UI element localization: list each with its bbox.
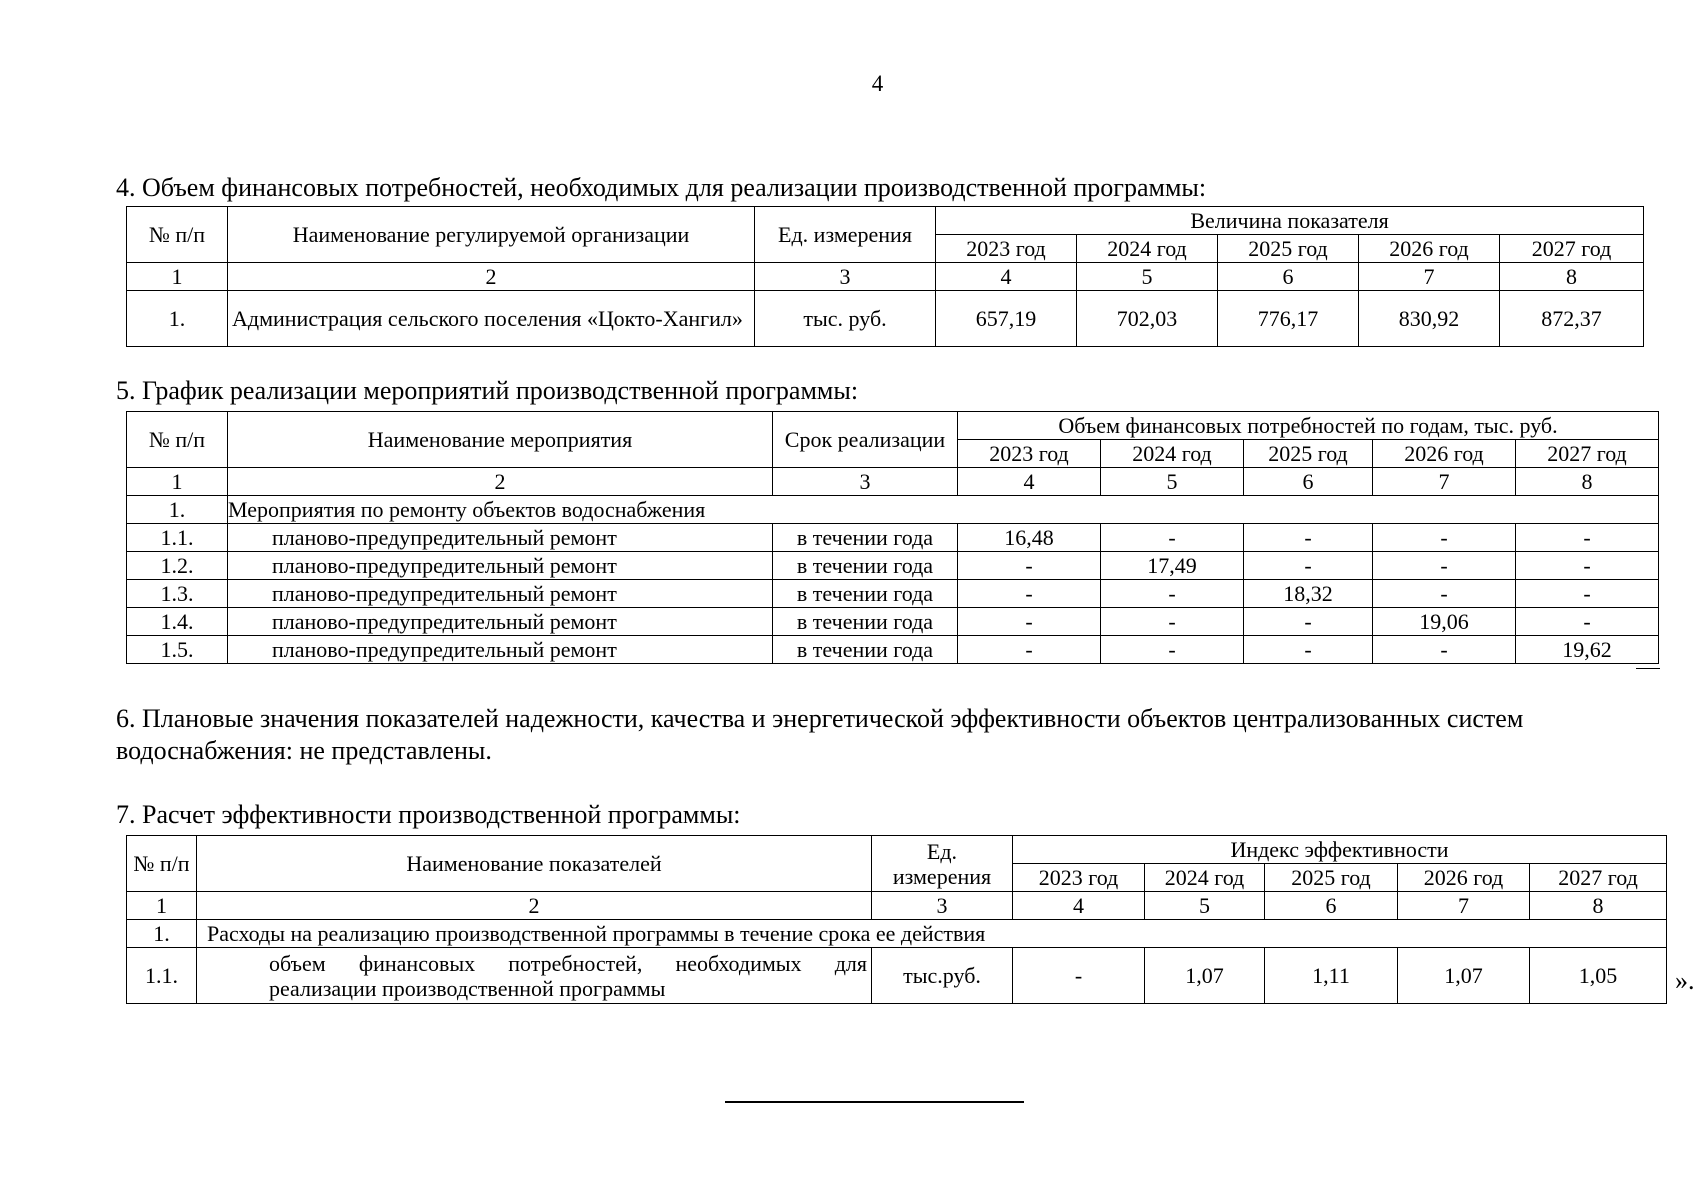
term-cell: в течении года [773,580,958,608]
value-cell: - [1373,636,1516,664]
activity-name-cell: планово-предупредительный ремонт [228,552,773,580]
header-year: 2024 год [1077,235,1218,263]
value-cell: 1,11 [1265,948,1398,1004]
org-name-cell: Администрация сельского поселения «Цокто-Хангил» [228,291,755,347]
value-cell: - [1516,580,1659,608]
unit-cell: тыс. руб. [755,291,936,347]
row-num: 1.1. [127,948,197,1004]
column-number: 6 [1265,892,1398,920]
column-number: 5 [1145,892,1265,920]
value-cell: - [958,608,1101,636]
closing-quote-mark: ». [1675,966,1695,995]
term-cell: в течении года [773,636,958,664]
value-cell: 872,37 [1500,291,1644,347]
group-row-num: 1. [127,920,197,948]
value-cell: 1,05 [1530,948,1667,1004]
column-number: 4 [1013,892,1145,920]
header-value-group: Величина показателя [936,207,1644,235]
header-year: 2027 год [1530,864,1667,892]
header-num: № п/п [127,207,228,263]
value-cell: 830,92 [1359,291,1500,347]
value-cell: - [1373,524,1516,552]
column-number: 3 [755,263,936,291]
row-num: 1.3. [127,580,228,608]
column-number: 6 [1218,263,1359,291]
column-number: 3 [773,468,958,496]
header-year: 2024 год [1101,440,1244,468]
term-cell: в течении года [773,524,958,552]
column-number: 2 [228,468,773,496]
value-cell: - [1516,552,1659,580]
header-year: 2024 год [1145,864,1265,892]
column-number: 2 [228,263,755,291]
header-year: 2025 год [1218,235,1359,263]
value-cell: - [1516,608,1659,636]
header-year: 2025 год [1265,864,1398,892]
section-5-heading: 5. График реализации мероприятий производственной программы: [116,376,859,405]
header-year: 2026 год [1373,440,1516,468]
column-number: 7 [1359,263,1500,291]
value-cell: - [1101,608,1244,636]
row-num: 1.4. [127,608,228,636]
column-number: 1 [127,468,228,496]
column-number: 4 [958,468,1101,496]
header-org-name: Наименование регулируемой организации [228,207,755,263]
header-year: 2025 год [1244,440,1373,468]
efficiency-table [126,835,1667,1004]
row-num: 1. [127,291,228,347]
column-number: 7 [1373,468,1516,496]
column-number: 8 [1500,263,1644,291]
header-term: Срок реализации [773,412,958,468]
row-num: 1.1. [127,524,228,552]
value-cell: 16,48 [958,524,1101,552]
value-cell: - [1244,552,1373,580]
group-row-title: Мероприятия по ремонту объектов водоснабжения [228,496,1659,524]
activity-name-cell: планово-предупредительный ремонт [228,636,773,664]
column-number: 8 [1516,468,1659,496]
column-number: 4 [936,263,1077,291]
row-num: 1.5. [127,636,228,664]
indicator-name-cell: объем финансовых потребностей, необходимых для реализации производственной программы [197,948,872,1004]
column-number: 5 [1101,468,1244,496]
value-cell: - [1373,580,1516,608]
header-year: 2027 год [1516,440,1659,468]
column-number: 6 [1244,468,1373,496]
activity-name-cell: планово-предупредительный ремонт [228,608,773,636]
header-year: 2026 год [1398,864,1530,892]
term-cell: в течении года [773,608,958,636]
value-cell: - [958,552,1101,580]
value-cell: 1,07 [1398,948,1530,1004]
header-unit: Ед. измерения [755,207,936,263]
column-number: 7 [1398,892,1530,920]
financial-needs-table [126,206,1644,347]
value-cell: 19,62 [1516,636,1659,664]
value-cell: 17,49 [1101,552,1244,580]
section-4-heading: 4. Объем финансовых потребностей, необходимых для реализации производственной программы: [116,173,1207,202]
value-cell: - [1101,524,1244,552]
value-cell: - [1244,608,1373,636]
value-cell: 657,19 [936,291,1077,347]
column-number: 1 [127,892,197,920]
column-number: 2 [197,892,872,920]
activity-name-cell: планово-предупредительный ремонт [228,580,773,608]
value-cell: - [1244,636,1373,664]
column-number: 8 [1530,892,1667,920]
header-year: 2023 год [1013,864,1145,892]
header-finance-group: Объем финансовых потребностей по годам, тыс. руб. [958,412,1659,440]
term-cell: в течении года [773,552,958,580]
header-year: 2023 год [958,440,1101,468]
header-activity-name: Наименование мероприятия [228,412,773,468]
value-cell: - [958,636,1101,664]
column-number: 5 [1077,263,1218,291]
value-cell: - [958,580,1101,608]
header-year: 2026 год [1359,235,1500,263]
group-row-title: Расходы на реализацию производственной программы в течение срока ее действия [197,920,1667,948]
column-number: 3 [872,892,1013,920]
value-cell: 776,17 [1218,291,1359,347]
value-cell: - [1101,636,1244,664]
value-cell: - [1244,524,1373,552]
page-number: 4 [871,71,884,96]
value-cell: - [1373,552,1516,580]
header-year: 2027 год [1500,235,1644,263]
header-efficiency-group: Индекс эффективности [1013,836,1667,864]
section-7-heading: 7. Расчет эффективности производственной программы: [116,800,741,829]
footer-separator-line [725,1101,1024,1103]
value-cell: 702,03 [1077,291,1218,347]
header-indicator-name: Наименование показателей [197,836,872,892]
unit-cell: тыс.руб. [872,948,1013,1004]
header-year: 2023 год [936,235,1077,263]
column-number: 1 [127,263,228,291]
value-cell: - [1101,580,1244,608]
value-cell: 18,32 [1244,580,1373,608]
header-num: № п/п [127,412,228,468]
section-6-text: 6. Плановые значения показателей надежности, качества и энергетической эффективности объектов централизованных систем водоснабжения: не представлены. [116,704,1524,765]
table-end-stub [1636,668,1660,669]
value-cell: 19,06 [1373,608,1516,636]
group-row-num: 1. [127,496,228,524]
activities-schedule-table [126,411,1659,664]
activity-name-cell: планово-предупредительный ремонт [228,524,773,552]
header-unit: Ед. измерения [872,836,1013,892]
row-num: 1.2. [127,552,228,580]
value-cell: - [1516,524,1659,552]
value-cell: 1,07 [1145,948,1265,1004]
header-num: № п/п [127,836,197,892]
value-cell: - [1013,948,1145,1004]
